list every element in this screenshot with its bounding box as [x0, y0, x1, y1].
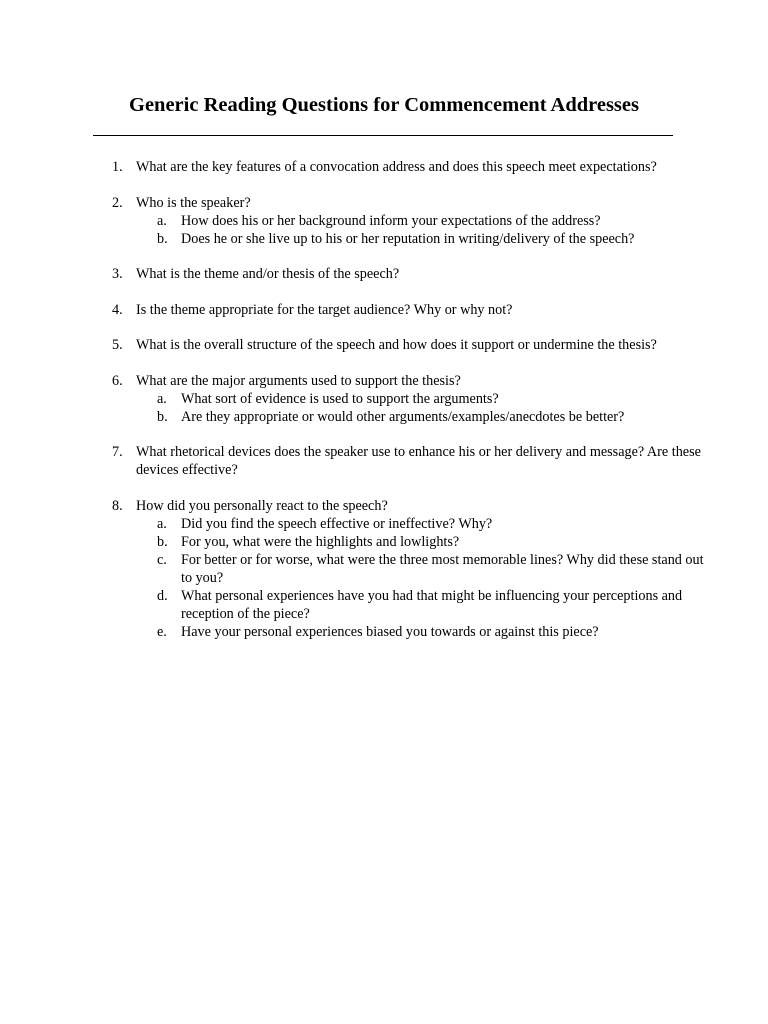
question-text: What is the theme and/or thesis of the speech?	[136, 266, 400, 282]
sub-question-text: For better or for worse, what were the three most memorable lines? Why did these stand out to you?	[181, 551, 704, 586]
question-text: Who is the speaker?	[136, 194, 251, 211]
question-item	[0, 265, 768, 283]
sub-question-text: Did you find the speech effective or ineffective? Why?	[181, 515, 493, 532]
question-item	[0, 372, 768, 426]
question-number: 7.	[112, 444, 123, 460]
question-text: What are the key features of a convocation address and does this speech meet expectations?	[136, 159, 657, 175]
question-text: Is the theme appropriate for the target audience? Why or why not?	[136, 301, 513, 318]
sub-question-list	[136, 212, 708, 248]
question-text: How did you personally react to the speech?	[136, 497, 388, 514]
sub-question-item	[136, 533, 708, 551]
sub-question-item	[136, 212, 708, 230]
sub-question-letter: a.	[157, 390, 167, 407]
sub-question-item	[136, 230, 708, 248]
sub-question-item	[136, 551, 708, 587]
sub-question-letter: d.	[157, 587, 168, 604]
sub-question-text: For you, what were the highlights and lowlights?	[181, 533, 460, 550]
sub-question-letter: e.	[157, 623, 167, 640]
question-item	[0, 443, 768, 479]
question-text: What are the major arguments used to support the thesis?	[136, 372, 461, 389]
question-text: What rhetorical devices does the speaker use to enhance his or her delivery and message? Are these devices effective?	[136, 444, 701, 478]
question-text: What is the overall structure of the speech and how does it support or undermine the thesis?	[136, 337, 657, 353]
sub-question-text: Are they appropriate or would other arguments/examples/anecdotes be better?	[181, 408, 625, 425]
sub-question-letter: b.	[157, 408, 168, 425]
question-item	[0, 497, 768, 641]
question-number: 3.	[112, 266, 123, 282]
question-item	[0, 301, 768, 319]
questions-list	[0, 158, 768, 658]
question-number: 2.	[112, 194, 123, 211]
sub-question-letter: a.	[157, 515, 167, 532]
sub-question-text: What personal experiences have you had that might be influencing your perceptions and reception of the piece?	[181, 587, 683, 622]
question-number: 8.	[112, 497, 123, 514]
sub-question-letter: c.	[157, 551, 167, 568]
sub-question-text: Does he or she live up to his or her reputation in writing/delivery of the speech?	[181, 230, 635, 247]
sub-question-letter: b.	[157, 230, 168, 247]
sub-question-item	[136, 408, 708, 426]
sub-question-item	[136, 515, 708, 533]
page-title: Generic Reading Questions for Commencement Addresses	[129, 94, 639, 116]
question-item	[0, 194, 768, 248]
question-number: 1.	[112, 159, 123, 175]
title-underline-divider	[93, 135, 673, 136]
sub-question-letter: b.	[157, 533, 168, 550]
sub-question-list	[136, 515, 708, 641]
question-number: 6.	[112, 372, 123, 389]
question-number: 5.	[112, 337, 123, 353]
sub-question-letter: a.	[157, 212, 167, 229]
sub-question-item	[136, 623, 708, 641]
sub-question-item	[136, 390, 708, 408]
sub-question-text: Have your personal experiences biased you towards or against this piece?	[181, 623, 599, 640]
question-item	[0, 158, 768, 176]
sub-question-text: What sort of evidence is used to support the arguments?	[181, 390, 499, 407]
question-number: 4.	[112, 301, 123, 318]
sub-question-list	[136, 390, 708, 426]
sub-question-text: How does his or her background inform your expectations of the address?	[181, 212, 601, 229]
sub-question-item	[136, 587, 708, 623]
question-item	[0, 336, 768, 354]
